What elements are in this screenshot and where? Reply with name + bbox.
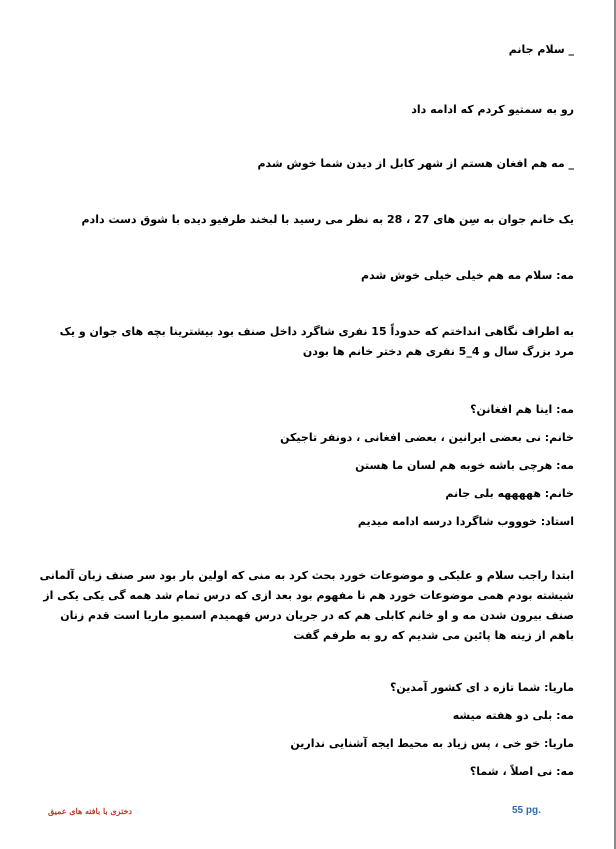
paragraph-1: _ سلام جانم	[508, 43, 574, 56]
paragraph-12: ابتدا راجب سلام و علیکی و موضوعات خورد بحث کرد به منی که اولین بار بود سر صنف زبان آلمانی شیشته بودم همی موضوعات خورد هم نا مفهوم بود بعد ازی که درس تمام شد همه گی یکی یکی از صنف بیرون شدن مه و او خانم کابلی هم که در جریان درس فهمیدم اسمیو ماریا است قدم زنان باهم از زینه ها پائین می شدیم که رو به طرفم گفت	[39, 569, 574, 642]
paragraph-9: مه: هرچی باشه خوبه هم لسان ما هستن	[355, 459, 574, 472]
paragraph-13: ماریا: شما تازه د ای کشور آمدین؟	[390, 681, 574, 694]
paragraph-6: به اطراف نگاهی انداختم که حدوداً 15 نفری شاگرد داخل صنف بود بیشترینا بچه های جوان و یک مرد بزرگ سال و 4_5 نفری هم دختر خانم ها بودن	[59, 325, 574, 358]
page-number: 55 pg.	[512, 805, 541, 816]
paragraph-8: خانم: نی بعضی ایرانین ، بعضی افغانی ، دونفر تاجیکن	[280, 431, 574, 444]
paragraph-15: ماریا: خو خی ، پس زیاد به محیط ایجه آشنایی ندارین	[290, 737, 574, 750]
paragraph-16: مه: نی اصلاً ، شما؟	[469, 765, 574, 778]
paragraph-10: خانم: هههههه بلی جانم	[445, 487, 574, 500]
footer-book-title: دختری با بافته های عمیق	[48, 806, 132, 816]
paragraph-11: استاد: خوووب شاگردا درسه ادامه میدیم	[357, 515, 574, 528]
paragraph-2: رو به سمتیو کردم که ادامه داد	[411, 103, 574, 116]
paragraph-4: یک خانم جوان به سِن های 27 ، 28 به نظر می رسید با لبخند طرفیو دیده با شوق دست دادم	[81, 213, 574, 226]
paragraph-14: مه: بلی دو هفته میشه	[452, 709, 574, 722]
paragraph-5: مه: سلام مه هم خیلی خیلی خوش شدم	[361, 269, 574, 282]
paragraph-3: _ مه هم افغان هستم از شهر کابل از دیدن شما خوش شدم	[257, 157, 574, 170]
paragraph-7: مه: اینا هم افغانن؟	[470, 403, 574, 416]
